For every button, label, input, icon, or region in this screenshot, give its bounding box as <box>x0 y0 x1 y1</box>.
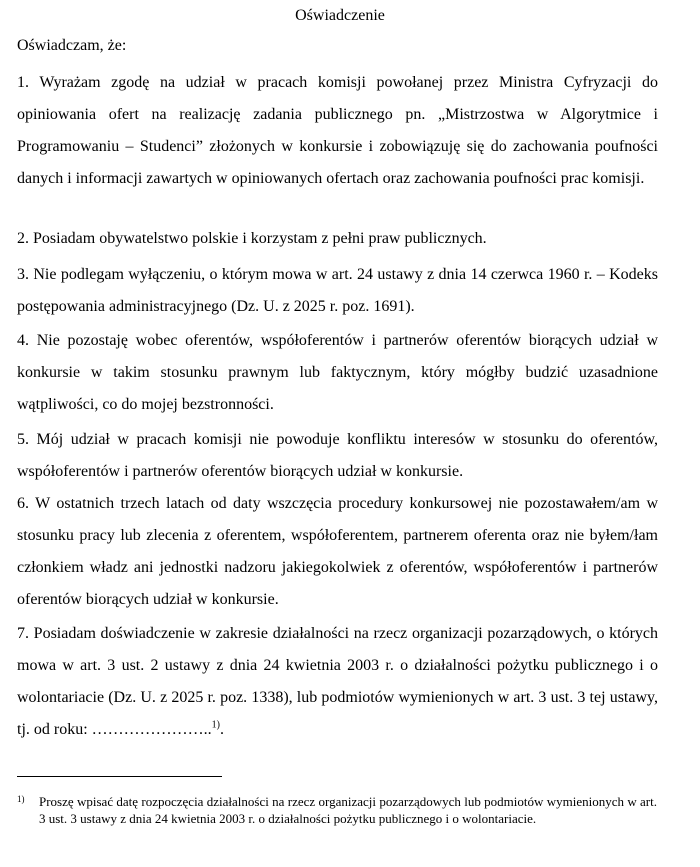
paragraph-4: 4. Nie pozostaję wobec oferentów, współoferentów i partnerów oferentów biorących udział w konkursie w takim stosunku prawnym lub faktycznym, który mógłby budzić uzasadnione wątpliwości, co do mojej bezstronności. <box>17 332 658 413</box>
footnote-separator <box>17 776 222 777</box>
paragraph-7-text: 7. Posiadam doświadczenie w zakresie działalności na rzecz organizacji pozarządowych, o których mowa w art. 3 ust. 2 ustawy z dnia 24 kwietnia 2003 r. o działalności pożytku publicznego i o wolontariacie (Dz. U. z 2025 r. poz. 1338), lub podmiotów wymienionych w art. 3 ust. 3 tej ustawy, tj. od roku: ………………….. <box>17 625 658 738</box>
footnote-reference: 1) <box>211 719 221 731</box>
paragraph-3: 3. Nie podlegam wyłączeniu, o którym mowa w art. 24 ustawy z dnia 14 czerwca 1960 r. – Kodeks postępowania administracyjnego (Dz. U. z 2025 r. poz. 1691). <box>17 266 658 315</box>
paragraph-7-end: . <box>220 721 225 738</box>
footnote-marker: 1) <box>17 794 25 804</box>
footnote-text: Proszę wpisać datę rozpoczęcia działalności na rzecz organizacji pozarządowych lub podmiotów wymienionych w art. 3 ust. 3 ustawy z dnia 24 kwietnia 2003 r. o działalności pożytku publicznego i o wolontariacie. <box>39 794 657 826</box>
document-title: Oświadczenie <box>295 7 385 24</box>
paragraph-6: 6. W ostatnich trzech latach od daty wszczęcia procedury konkursowej nie pozostawałem/am w stosunku pracy lub zlecenia z oferentem, współoferentem, partnerem oferenta oraz nie byłem/łam członkiem władz ani jednostki nadzoru jakiegokolwiek z oferentów, współoferentów i partnerów oferentów biorących udział w konkursie. <box>17 495 658 608</box>
paragraph-1: 1. Wyrażam zgodę na udział w pracach komisji powołanej przez Ministra Cyfryzacji do opiniowania ofert na realizację zadania publicznego pn. „Mistrzostwa w Algorytmice i Programowaniu – Studenci” złożonych w konkursie i zobowiązuję się do zachowania poufności danych i informacji zawartych w opiniowanych ofertach oraz zachowania poufności prac komisji. <box>17 74 658 187</box>
paragraph-5: 5. Mój udział w pracach komisji nie powoduje konfliktu interesów w stosunku do oferentów, współoferentów i partnerów oferentów biorących udział w konkursie. <box>17 431 658 480</box>
paragraph-7 <box>17 618 658 746</box>
paragraph-2: 2. Posiadam obywatelstwo polskie i korzystam z pełni praw publicznych. <box>17 230 487 247</box>
intro-text: Oświadczam, że: <box>17 37 127 54</box>
